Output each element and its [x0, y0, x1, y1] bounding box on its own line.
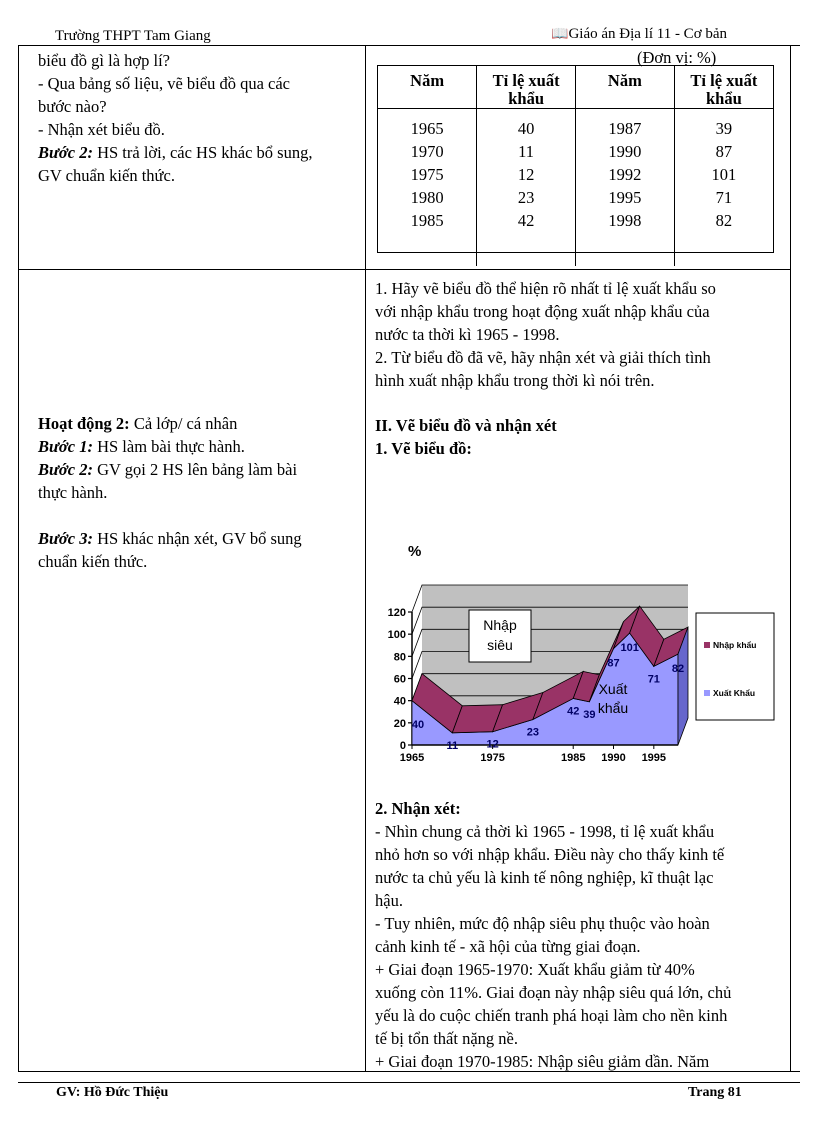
data-label: 39 [583, 708, 596, 721]
step-label: Bước 2: [38, 460, 93, 479]
header-rule [18, 45, 800, 46]
data-label: 42 [567, 705, 580, 718]
data-label: 40 [411, 718, 425, 731]
remark-line: nước ta chủ yếu là kinh tế nông nghiệp, kĩ thuật lạc [375, 868, 714, 887]
step-label: Bước 1: [38, 437, 93, 456]
section-title: II. Vẽ biểu đồ và nhận xét [375, 416, 557, 435]
legend-swatch-import [704, 642, 710, 648]
annotation-export-l1: Xuất [598, 681, 628, 697]
footer-teacher: GV: Hồ Đức Thiệu [56, 1085, 169, 1100]
annotation-box-import [469, 610, 531, 662]
remark-line: tế bị tổn thất nặng nề. [375, 1029, 518, 1048]
y-tick-label: 0 [399, 740, 406, 752]
legend-export: Xuất Khẩu [713, 688, 756, 698]
remark-line: nhỏ hơn so với nhập khẩu. Điều này cho thấy kinh tế [375, 845, 725, 864]
table-header: Tỉ lệ xuất khẩu [477, 66, 576, 109]
remark-line: - Tuy nhiên, mức độ nhập siêu phụ thuộc vào hoàn [375, 914, 710, 933]
frame-left [18, 45, 19, 1071]
data-label: 71 [647, 673, 660, 686]
question-line: 2. Từ biểu đồ đã vẽ, hãy nhận xét và giải thích tình [375, 348, 711, 367]
left-line: - Nhận xét biểu đồ. [38, 120, 165, 139]
question-line: nước ta thời kì 1965 - 1998. [375, 325, 560, 344]
x-tick-label: 1985 [560, 752, 586, 764]
remark-line: yếu là do cuộc chiến tranh phá hoại làm cho nền kinh [375, 1006, 728, 1025]
footer-page: Trang 81 [688, 1085, 742, 1100]
question-line: với nhập khẩu trong hoạt động xuất nhập khẩu của [375, 302, 710, 321]
annotation-import-l2: siêu [487, 637, 513, 653]
y-tick-label: 20 [393, 717, 406, 730]
y-axis-label: % [408, 543, 422, 560]
remark-line: - Nhìn chung cả thời kì 1965 - 1998, tỉ lệ xuất khẩu [375, 822, 715, 841]
step-text: GV gọi 2 HS lên bảng làm bài [92, 460, 298, 479]
questions [375, 277, 787, 392]
y-tick-label: 100 [387, 629, 406, 642]
data-label: 101 [620, 642, 639, 655]
y-tick-label: 40 [393, 695, 406, 708]
remark-line: hậu. [375, 891, 403, 910]
x-axis [400, 745, 678, 764]
table-row: 1985 42 1998 82 [378, 209, 773, 232]
left-line: - Qua bảng số liệu, vẽ biểu đồ qua các [38, 74, 290, 93]
data-label: 23 [526, 726, 540, 739]
table-header: Năm [410, 71, 445, 90]
remark-line: + Giai đoạn 1965-1970: Xuất khẩu giảm từ 40% [375, 960, 695, 979]
footer-rule [18, 1082, 800, 1083]
remarks-title: 2. Nhận xét: [375, 799, 461, 818]
legend-import: Nhập khẩu [713, 640, 757, 650]
y-axis [388, 607, 412, 752]
step-label: Bước 2: [38, 143, 93, 162]
data-label: 11 [446, 739, 459, 752]
left-intro [38, 49, 363, 187]
data-label: 82 [671, 663, 685, 676]
step-text: HS trả lời, các HS khác bổ sung, [92, 143, 313, 162]
activity-label: Hoạt động 2: [38, 414, 130, 433]
subsection-title: 1. Vẽ biểu đồ: [375, 439, 472, 458]
step-text: HS khác nhận xét, GV bổ sung [92, 529, 302, 548]
y-tick-label: 60 [393, 673, 406, 686]
book-icon: 📖 [551, 27, 569, 42]
export-import-chart [370, 530, 785, 775]
remark-line: cảnh kinh tế - xã hội của từng giai đoạn. [375, 937, 641, 956]
row-divider [18, 269, 790, 270]
table-header-row [378, 66, 773, 109]
question-line: hình xuất nhập khẩu trong thời kì nói trên. [375, 371, 655, 390]
table-header: Tỉ lệ xuất khẩu [674, 66, 773, 109]
x-tick-label: 1965 [399, 752, 425, 764]
legend-swatch-export [704, 690, 710, 696]
table-header: Năm [576, 66, 675, 109]
x-tick-label: 1990 [601, 752, 626, 764]
x-tick-label: 1975 [480, 752, 505, 764]
left-activity2 [38, 412, 363, 573]
data-table [377, 65, 774, 253]
header-title-text: Giáo án Địa lí 11 - Cơ bản [568, 26, 728, 42]
x-tick-label: 1995 [641, 752, 667, 764]
remark-line: + Giai đoạn 1970-1985: Nhập siêu giảm dần. Năm [375, 1052, 710, 1071]
table-row: 1980 23 1995 71 [378, 186, 773, 209]
activity-text: Cả lớp/ cá nhân [129, 414, 238, 433]
data-label: 87 [607, 657, 620, 670]
header-school: Trường THPT Tam Giang [55, 28, 211, 44]
frame-middle [365, 45, 366, 1071]
step-text: HS làm bài thực hành. [92, 437, 245, 456]
frame-right [790, 45, 791, 1071]
y-tick-label: 120 [387, 607, 406, 619]
step-label: Bước 3: [38, 529, 93, 548]
table-row: 1970 11 1990 87 [378, 140, 773, 163]
annotation-export-l2: khẩu [597, 700, 629, 716]
question-line: 1. Hãy vẽ biểu đồ thể hiện rõ nhất tỉ lệ xuất khẩu so [375, 279, 716, 298]
step-text: chuẩn kiến thức. [38, 552, 148, 571]
step-text: thực hành. [38, 483, 108, 502]
unit-label: (Đơn vị: %) [637, 48, 717, 67]
y-tick-label: 80 [393, 651, 406, 664]
table-row: 1965 40 1987 39 [378, 117, 773, 140]
left-line: biểu đồ gì là hợp lí? [38, 51, 170, 70]
remark-line: xuống còn 11%. Giai đoạn này nhập siêu quá lớn, chủ [375, 983, 732, 1002]
annotation-import-l1: Nhập [483, 617, 517, 633]
header-title [551, 26, 727, 43]
table-row: 1975 12 1992 101 [378, 163, 773, 186]
step-text: GV chuẩn kiến thức. [38, 166, 175, 185]
legend [696, 613, 774, 720]
section-heading [375, 414, 557, 460]
remarks [375, 797, 787, 1073]
data-label: 12 [486, 738, 499, 751]
left-line: bước nào? [38, 97, 107, 116]
